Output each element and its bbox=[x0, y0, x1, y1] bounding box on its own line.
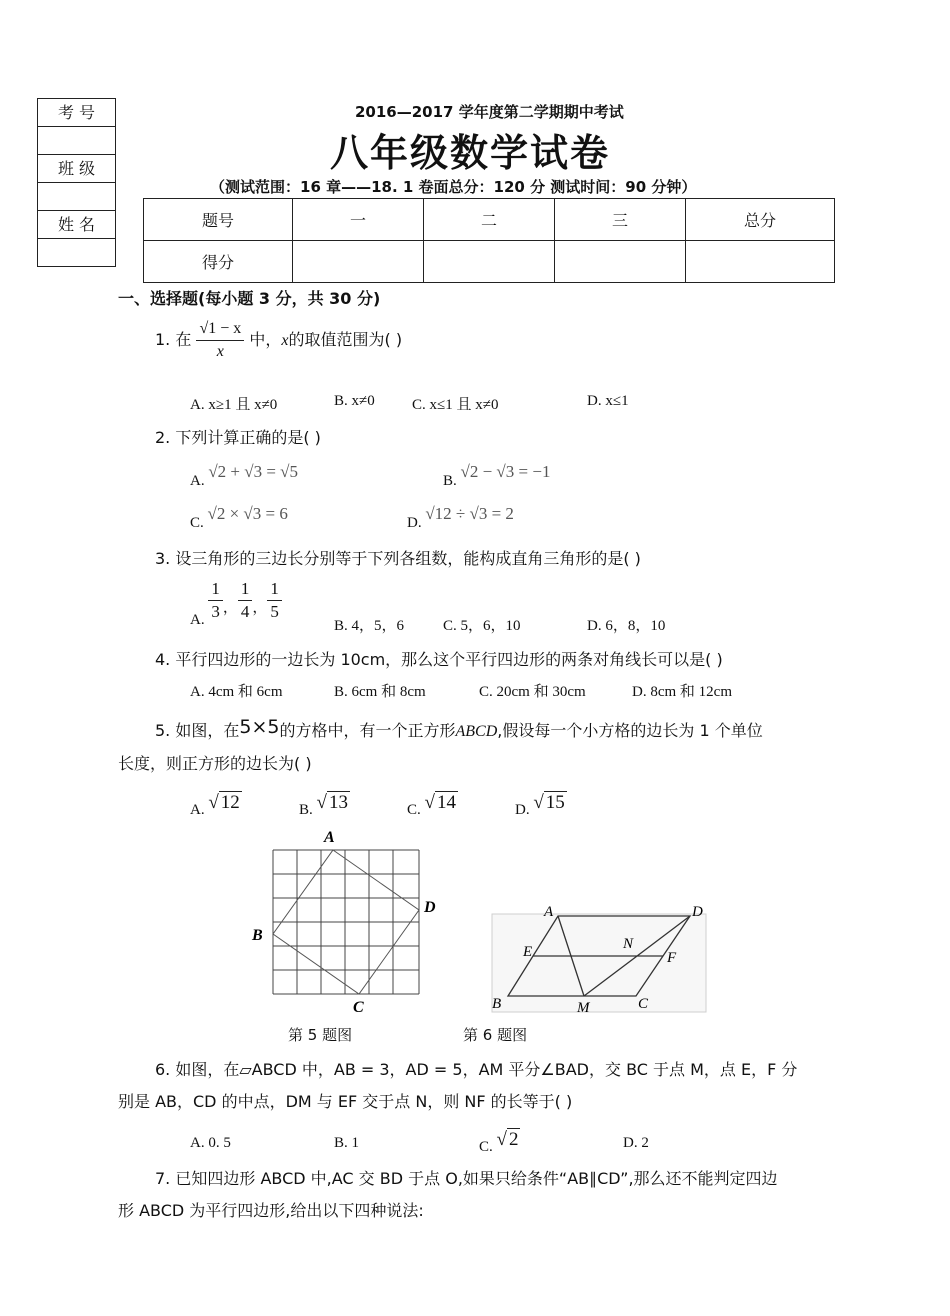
fig6-label-n: N bbox=[623, 936, 634, 952]
q5-option-a[interactable]: A. √ 12 bbox=[190, 792, 240, 818]
fig5-label-b: B bbox=[252, 927, 263, 944]
class-label: 班 级 bbox=[38, 155, 115, 183]
q1-option-d[interactable]: D. x≤1 bbox=[587, 393, 629, 409]
q2-c-label: C. bbox=[190, 515, 204, 531]
q4-option-c[interactable]: C. 20cm 和 30cm bbox=[479, 684, 586, 700]
exam-year: 2016—2017 学年度第二学期期中考试 bbox=[355, 103, 624, 121]
score-cell: 三 bbox=[555, 199, 686, 241]
q3-frac-den: 3 bbox=[211, 602, 220, 621]
q3-option-a[interactable] bbox=[190, 578, 282, 628]
q5-c-radicand: 14 bbox=[436, 792, 456, 813]
q1-denominator: x bbox=[216, 343, 224, 360]
score-value-row bbox=[144, 241, 835, 283]
score-cell: 一 bbox=[293, 199, 424, 241]
figure-6-parallelogram bbox=[486, 900, 716, 1018]
name-field[interactable] bbox=[38, 239, 115, 266]
q5-a-label: A. bbox=[190, 802, 205, 818]
q3-sep: ， bbox=[222, 599, 238, 616]
score-input[interactable] bbox=[686, 241, 835, 283]
student-info-box bbox=[37, 98, 116, 267]
q3-option-d[interactable]: D. 6，8，10 bbox=[587, 618, 666, 634]
q2-a-label: A. bbox=[190, 473, 205, 489]
exam-subtitle: （测试范围：16 章——18. 1 卷面总分：120 分 测试时间：90 分钟） bbox=[210, 178, 697, 196]
q5-d-radicand: 15 bbox=[545, 792, 565, 813]
q1-rest: 的取值范围为( ) bbox=[288, 330, 403, 349]
figure-5-grid bbox=[248, 826, 448, 1016]
q6-option-b[interactable]: B. 1 bbox=[334, 1135, 360, 1151]
score-cell: 二 bbox=[424, 199, 555, 241]
score-input[interactable] bbox=[293, 241, 424, 283]
q4-option-b[interactable]: B. 6cm 和 8cm bbox=[334, 684, 426, 700]
fig5-label-c: C bbox=[353, 999, 364, 1016]
q3-fraction bbox=[208, 578, 223, 623]
score-cell: 题号 bbox=[144, 199, 293, 241]
q2-d-label: D. bbox=[407, 515, 422, 531]
question-7-line2: 形 ABCD 为平行四边形,给出以下四种说法: bbox=[118, 1201, 424, 1220]
q3-frac-den: 4 bbox=[240, 602, 250, 621]
q5-b-label: B. bbox=[299, 802, 313, 818]
q3-frac-num: 1 bbox=[208, 578, 223, 601]
exam-number-label: 考 号 bbox=[38, 99, 115, 127]
question-2: 2. 下列计算正确的是( ) bbox=[155, 428, 321, 447]
q2-option-c[interactable] bbox=[190, 504, 288, 532]
q6-option-a[interactable]: A. 0. 5 bbox=[190, 1135, 231, 1151]
q5-c-label: C. bbox=[407, 802, 421, 818]
q5-part-b: 的方格中，有一个正方形 bbox=[279, 721, 456, 740]
q1-option-c[interactable]: C. x≤1 且 x≠0 bbox=[412, 397, 499, 413]
q2-option-a[interactable] bbox=[190, 462, 299, 490]
exam-number-field[interactable] bbox=[38, 127, 115, 155]
q1-suffix: 中， bbox=[249, 330, 282, 349]
score-input[interactable] bbox=[555, 241, 686, 283]
q3-option-c[interactable]: C. 5，6，10 bbox=[443, 618, 521, 634]
q2-a-expr: √2 + √3 = √5 bbox=[208, 462, 299, 481]
q2-c-expr: √2 × √3 = 6 bbox=[207, 504, 288, 523]
q3-frac-num: 1 bbox=[267, 578, 282, 601]
score-input[interactable] bbox=[424, 241, 555, 283]
q5-b-radicand: 13 bbox=[328, 792, 348, 813]
q2-b-label: B. bbox=[443, 473, 457, 489]
name-label: 姓 名 bbox=[38, 211, 115, 239]
fig5-label-a: A bbox=[324, 829, 335, 846]
q3-frac-num: 1 bbox=[238, 578, 253, 601]
q6-option-d[interactable]: D. 2 bbox=[623, 1135, 649, 1151]
fig6-label-m: M bbox=[577, 1000, 590, 1016]
fig6-label-c: C bbox=[638, 996, 649, 1012]
question-1 bbox=[155, 318, 402, 363]
q1-var: x bbox=[281, 332, 289, 349]
q5-square-name: ABCD bbox=[455, 723, 498, 740]
q3-sep: ， bbox=[252, 599, 268, 616]
q1-option-b[interactable]: B. x≠0 bbox=[334, 393, 375, 409]
q5-part-a: 5. 如图，在 bbox=[155, 721, 240, 740]
q5-d-label: D. bbox=[515, 802, 530, 818]
q4-option-d[interactable]: D. 8cm 和 12cm bbox=[632, 684, 732, 700]
q3-fraction bbox=[267, 578, 282, 623]
question-6-line2: 别是 AB，CD 的中点，DM 与 EF 交于点 N，则 NF 的长等于( ) bbox=[118, 1092, 573, 1111]
q1-numerator: √1 − x bbox=[196, 318, 244, 341]
q1-fraction bbox=[196, 318, 244, 363]
score-cell: 总分 bbox=[686, 199, 835, 241]
question-7: 7. 已知四边形 ABCD 中,AC 交 BD 于点 O,如果只给条件“AB∥CD”,那么还不能判定四边 bbox=[155, 1169, 778, 1188]
figure-5-caption: 第 5 题图 bbox=[288, 1026, 353, 1044]
page-title: 八年级数学试卷 bbox=[330, 131, 611, 175]
q2-d-expr: √12 ÷ √3 = 2 bbox=[425, 504, 514, 523]
section-heading: 一、选择题(每小题 3 分，共 30 分) bbox=[118, 289, 381, 308]
fig6-label-f: F bbox=[667, 950, 677, 966]
q2-option-b[interactable] bbox=[443, 462, 551, 490]
q3-fraction bbox=[238, 578, 253, 623]
score-header-row bbox=[144, 199, 835, 241]
q6-c-radicand: 2 bbox=[508, 1129, 519, 1150]
question-6: 6. 如图，在▱ABCD 中，AB = 3，AD = 5，AM 平分∠BAD，交 BC 于点 M，点 E，F 分 bbox=[155, 1060, 798, 1079]
fig6-label-e: E bbox=[523, 944, 533, 960]
q3-frac-den: 5 bbox=[270, 602, 279, 621]
q1-option-a[interactable]: A. x≥1 且 x≠0 bbox=[190, 397, 278, 413]
q5-grid-size: 5×5 bbox=[239, 716, 280, 738]
q2-b-expr: √2 − √3 = −1 bbox=[460, 462, 551, 481]
fig6-label-a: A bbox=[544, 904, 554, 920]
score-cell: 得分 bbox=[144, 241, 293, 283]
q5-a-radicand: 12 bbox=[220, 792, 240, 813]
q2-option-d[interactable] bbox=[407, 504, 514, 532]
question-5-line2: 长度，则正方形的边长为( ) bbox=[118, 754, 312, 773]
q6-option-c[interactable]: C. √ 2 bbox=[479, 1129, 519, 1155]
class-field[interactable] bbox=[38, 183, 115, 211]
question-3: 3. 设三角形的三边长分别等于下列各组数，能构成直角三角形的是( ) bbox=[155, 549, 641, 568]
question-5 bbox=[155, 718, 763, 741]
q1-prefix: 1. 在 bbox=[155, 330, 192, 349]
q5-option-d[interactable]: D. √ 15 bbox=[515, 792, 565, 818]
question-4: 4. 平行四边形的一边长为 10cm，那么这个平行四边形的两条对角线长可以是( ) bbox=[155, 650, 723, 669]
q5-option-b[interactable]: B. √ 13 bbox=[299, 792, 348, 818]
q3-a-label: A. bbox=[190, 611, 205, 628]
fig6-label-b: B bbox=[492, 996, 502, 1012]
q5-part-c: ,假设每一个小方格的边长为 1 个单位 bbox=[497, 721, 763, 740]
fig6-label-d: D bbox=[692, 904, 703, 920]
q4-option-a[interactable]: A. 4cm 和 6cm bbox=[190, 684, 283, 700]
figure-6-caption: 第 6 题图 bbox=[463, 1026, 528, 1044]
q5-option-c[interactable]: C. √ 14 bbox=[407, 792, 456, 818]
q3-option-b[interactable]: B. 4，5，6 bbox=[334, 618, 405, 634]
score-table bbox=[143, 198, 835, 283]
fig5-label-d: D bbox=[424, 899, 436, 916]
q6-c-label: C. bbox=[479, 1139, 493, 1155]
